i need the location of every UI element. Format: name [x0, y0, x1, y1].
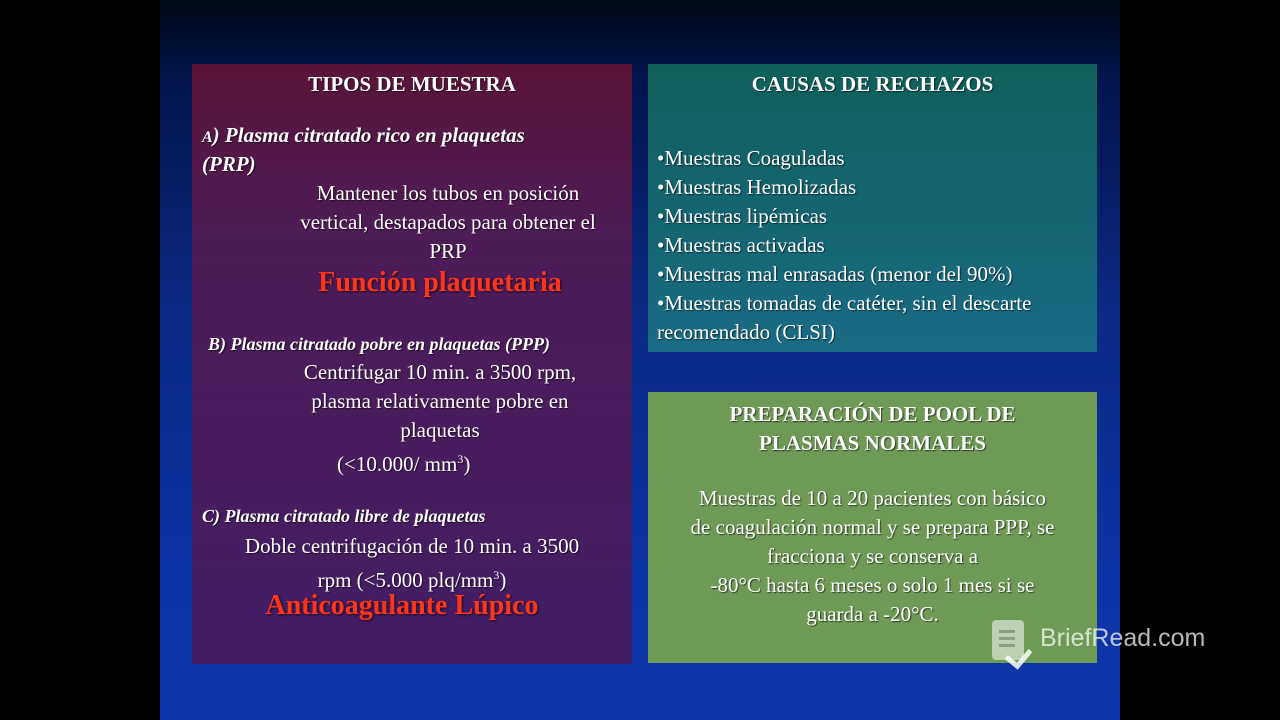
section-a-prefix: A	[202, 129, 213, 146]
pool-body-line: de coagulación normal y se prepara PPP, se	[690, 515, 1055, 539]
anticoagulante-lupico-highlight: Anticoagulante Lúpico	[265, 590, 539, 621]
section-b-body	[250, 358, 630, 445]
causas-list-item: •Muestras Coaguladas	[657, 146, 845, 170]
pool-title-line1: PREPARACIÓN DE POOL DE	[729, 402, 1016, 426]
document-check-icon	[992, 620, 1024, 660]
tipos-de-muestra-panel	[192, 64, 632, 664]
causas-list-item: •Muestras mal enrasadas (menor del 90%)	[657, 262, 1013, 286]
section-c-body2-pre: rpm (<5.000 plq/mm	[317, 568, 494, 592]
causas-list-item: •Muestras Hemolizadas	[657, 175, 857, 199]
briefread-watermark	[990, 618, 1240, 668]
causas-list-item: •Muestras tomadas de catéter, sin el descarte	[657, 291, 1032, 315]
section-c-body2-sup: 3	[493, 568, 500, 582]
section-b-units	[337, 445, 470, 479]
section-a-line2: (PRP)	[202, 152, 256, 176]
section-b-body-line: plaquetas	[400, 418, 480, 442]
section-c-body2-post: )	[499, 568, 507, 592]
section-b-units-post: )	[463, 452, 471, 476]
section-a-line1: ) Plasma citratado rico en plaquetas	[212, 123, 525, 147]
causas-list-item: •Muestras activadas	[657, 233, 825, 257]
section-b-body-line: plasma relativamente pobre en	[311, 389, 569, 413]
section-a-body	[258, 179, 638, 266]
section-c-body-line1: Doble centrifugación de 10 min. a 3500	[244, 534, 580, 558]
section-b-title: B) Plasma citratado pobre en plaquetas (PPP)	[208, 334, 550, 354]
section-c-title: C) Plasma citratado libre de plaquetas	[202, 506, 486, 526]
tipos-title: TIPOS DE MUESTRA	[308, 72, 516, 96]
section-b-units-sup: 3	[457, 452, 464, 466]
section-c-body	[192, 532, 632, 595]
section-a-body-line: PRP	[429, 239, 467, 263]
causas-de-rechazos-panel	[648, 64, 1097, 352]
causas-list-item: •Muestras lipémicas	[657, 204, 828, 228]
causas-title: CAUSAS DE RECHAZOS	[751, 72, 994, 96]
watermark-text: BriefRead.com	[1040, 624, 1206, 652]
section-a-title	[202, 123, 622, 148]
pool-body-line: Muestras de 10 a 20 pacientes con básico	[699, 486, 1046, 510]
pool-title-line2: PLASMAS NORMALES	[759, 431, 986, 455]
section-b-units-pre: (<10.000/ mm	[337, 452, 458, 476]
section-a-body-line: Mantener los tubos en posición	[316, 181, 580, 205]
pool-body-line: guarda a -20°C.	[806, 602, 939, 626]
funcion-plaquetaria-highlight: Función plaquetaria	[318, 267, 562, 298]
slide	[160, 0, 1120, 720]
section-b-body-line: Centrifugar 10 min. a 3500 rpm,	[303, 360, 577, 384]
causas-list	[657, 144, 1031, 347]
pool-title	[648, 400, 1097, 458]
causas-list-item: recomendado (CLSI)	[657, 320, 835, 344]
section-a-body-line: vertical, destapados para obtener el	[300, 210, 596, 234]
pool-body-line: -80°C hasta 6 meses o solo 1 mes si se	[710, 573, 1035, 597]
pool-body	[648, 484, 1097, 629]
pool-body-line: fracciona y se conserva a	[766, 544, 979, 568]
